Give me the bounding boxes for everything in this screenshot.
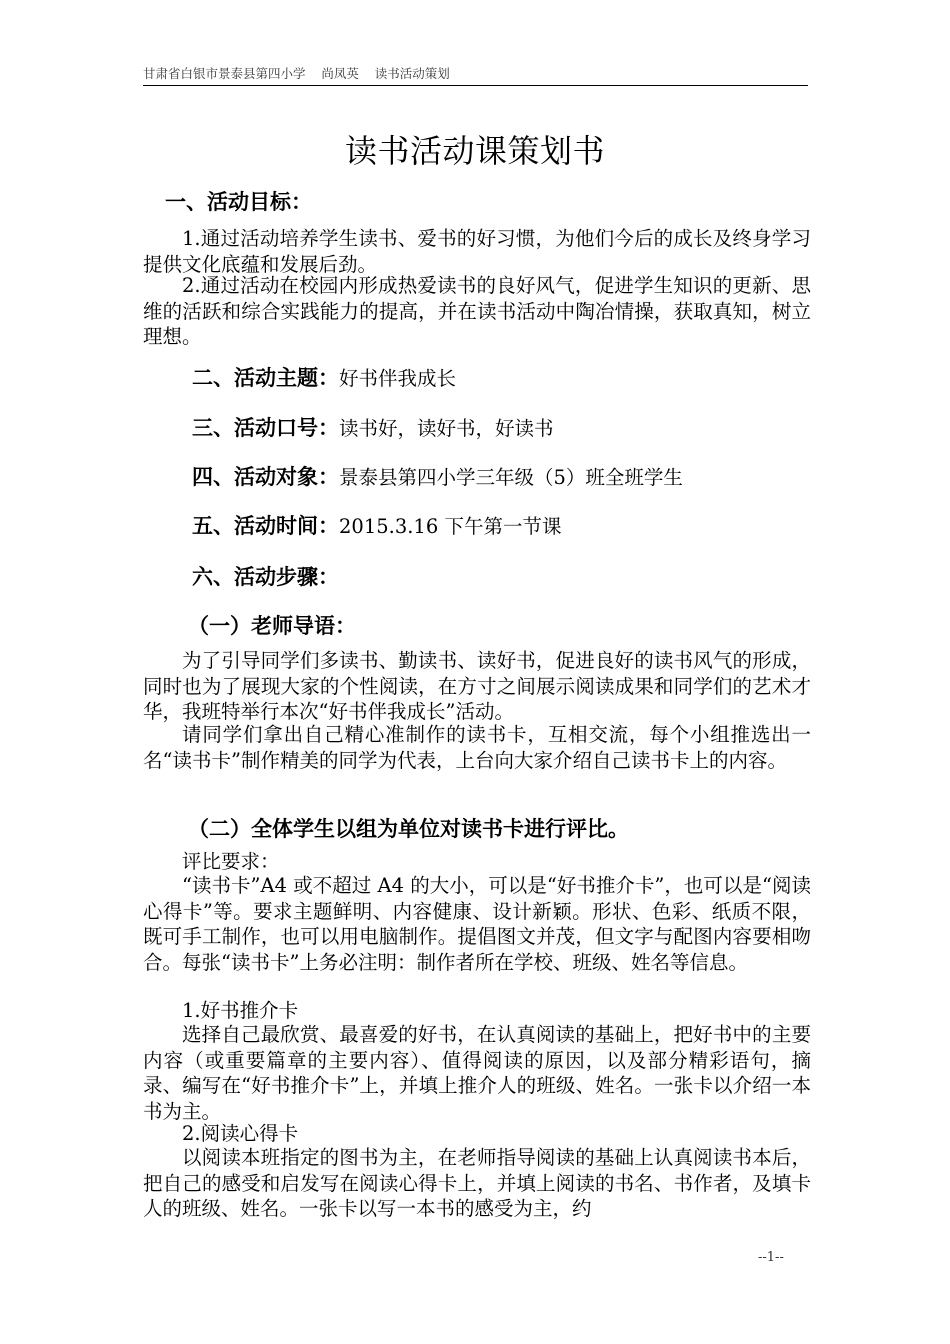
time-label: 五、活动时间： bbox=[192, 514, 339, 538]
card2-title: 2.阅读心得卡 bbox=[182, 1122, 299, 1145]
section-heading-target bbox=[192, 461, 683, 491]
section-heading-steps: 六、活动步骤： bbox=[192, 565, 339, 589]
intro-paragraph-1: 为了引导同学们多读书、勤读书、读好书，促进良好的读书风气的形成，同时也为了展现大家的个性阅读，在方寸之间展示阅读成果和同学们的艺术才华，我班特举行本次“好书伴我成长”活动。 bbox=[143, 649, 811, 723]
slogan-value: 读书好，读好书，好读书 bbox=[339, 417, 554, 440]
requirements-label: 评比要求： bbox=[182, 850, 280, 873]
subsection-heading-evaluation: （二）全体学生以组为单位对读书卡进行评比。 bbox=[188, 817, 629, 841]
time-value: 2015.3.16 下午第一节课 bbox=[339, 515, 562, 538]
card1-title: 1.好书推介卡 bbox=[182, 999, 299, 1022]
subsection-heading-intro: （一）老师导语： bbox=[188, 614, 356, 638]
slogan-label: 三、活动口号： bbox=[192, 416, 339, 440]
target-value: 景泰县第四小学三年级（5）班全班学生 bbox=[339, 466, 683, 489]
page-number: --1-- bbox=[758, 1250, 784, 1265]
goal-paragraph-1: 1.通过活动培养学生读书、爱书的好习惯，为他们今后的成长及终身学习提供文化底蕴和发展后劲。 bbox=[143, 227, 811, 276]
theme-value: 好书伴我成长 bbox=[339, 367, 457, 390]
theme-label: 二、活动主题： bbox=[192, 366, 339, 390]
section-heading-time bbox=[192, 510, 561, 540]
intro-paragraph-2: 请同学们拿出自己精心准制作的读书卡，互相交流，每个小组推选出一名“读书卡”制作精美的同学为代表，上台向大家介绍自己读书卡上的内容。 bbox=[143, 723, 811, 772]
section-heading-theme bbox=[192, 362, 456, 392]
requirements-paragraph: “读书卡”A4 或不超过 A4 的大小，可以是“好书推介卡”，也可以是“阅读心得卡”等。要求主题鲜明、内容健康、设计新颖。形状、色彩、纸质不限，既可手工制作，也可以用电脑制作。提倡图文并茂，但文字与配图内容要相吻合。每张“读书卡”上务必注明：制作者所在学校、班级、姓名等信息。 bbox=[143, 874, 811, 974]
card1-paragraph: 选择自己最欣赏、最喜爱的好书，在认真阅读的基础上，把好书中的主要内容（或重要篇章的主要内容）、值得阅读的原因，以及部分精彩语句，摘录、编写在“好书推介卡”上，并填上推介人的班级、姓名。一张卡以介绍一本书为主。 bbox=[143, 1023, 811, 1123]
section-heading-goal: 一、活动目标： bbox=[165, 190, 312, 214]
card2-paragraph: 以阅读本班指定的图书为主，在老师指导阅读的基础上认真阅读书本后，把自己的感受和启发写在阅读心得卡上，并填上阅读的书名、书作者，及填卡人的班级、姓名。一张卡以写一本书的感受为主，约 bbox=[143, 1146, 811, 1220]
target-label: 四、活动对象： bbox=[192, 465, 339, 489]
goal-paragraph-2: 2.通过活动在校园内形成热爱读书的良好风气，促进学生知识的更新、思维的活跃和综合实践能力的提高，并在读书活动中陶冶情操，获取真知，树立理想。 bbox=[143, 274, 811, 348]
document-title: 读书活动课策划书 bbox=[344, 132, 605, 170]
page-header: 甘肃省白银市景泰县第四小学 尚凤英 读书活动策划 bbox=[143, 64, 808, 86]
section-heading-slogan bbox=[192, 412, 554, 442]
